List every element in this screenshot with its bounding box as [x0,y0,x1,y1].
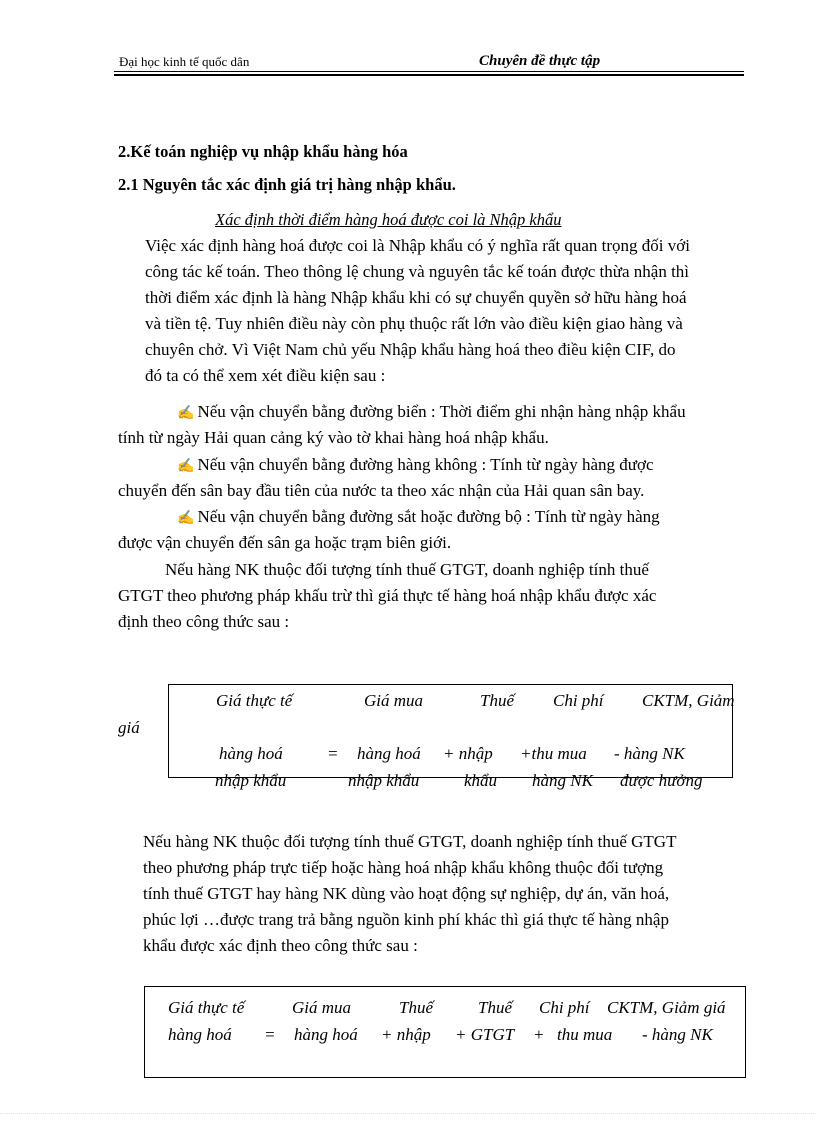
text-line: Nếu hàng NK thuộc đối tượng tính thuế GTGT, doanh nghiệp tính thuế GTGT [143,832,677,851]
formula-term: nhập khẩu [348,771,420,790]
text-line: đó ta có thể xem xét điều kiện sau : [145,366,386,385]
bullet-text: Nếu vận chuyển bằng đường hàng không : Tính từ ngày hàng được [197,455,654,474]
formula-term: hàng hoá [357,744,421,763]
page-bottom-edge [0,1113,816,1114]
text-line: khẩu được xác định theo công thức sau : [143,936,418,955]
formula-term: được hưởng [620,771,703,790]
topic-subtitle: Xác định thời điểm hàng hoá được coi là Nhập khẩu [215,210,562,229]
text-line: thời điểm xác định là hàng Nhập khẩu khi có sự chuyển quyền sở hữu hàng hoá [145,288,687,307]
bullet-item [177,455,654,475]
text-line: phúc lợi …được trang trả bằng nguồn kinh phí khác thì giá thực tế hàng nhập [143,910,669,929]
formula-term: giá [118,718,140,737]
pencil-icon: ✍ [177,459,195,474]
bullet-continuation: tính từ ngày Hải quan cảng ký vào tờ khai hàng hoá nhập khẩu. [118,428,549,447]
formula-term: + nhập [443,744,493,763]
formula-term: + GTGT [455,1025,515,1044]
bullet-item [177,402,686,422]
formula-term: hàng NK [532,771,593,790]
formula-term: CKTM, Giảm [642,691,735,710]
text-line: tính thuế GTGT hay hàng NK dùng vào hoạt động sự nghiệp, dự án, văn hoá, [143,884,670,903]
formula-term: Giá mua [364,691,424,710]
text-line: chuyên chở. Vì Việt Nam chủ yếu Nhập khẩu hàng hoá theo điều kiện CIF, do [145,340,676,359]
formula-term: - hàng NK [642,1025,713,1044]
formula-term: hàng hoá [219,744,283,763]
formula-operator: + [533,1025,545,1044]
formula-term: Giá mua [292,998,352,1017]
pencil-icon: ✍ [177,511,195,526]
text-line: công tác kế toán. Theo thông lệ chung và nguyên tắc kế toán được thừa nhận thì [145,262,690,281]
formula-term: Thuế [480,691,514,710]
formula-term: nhập khẩu [215,771,287,790]
formula-term: Chi phí [539,998,590,1017]
header-report-title: Chuyên đề thực tập [479,53,601,69]
formula-operator: = [264,1025,276,1044]
text-line: Việc xác định hàng hoá được coi là Nhập khẩu có ý nghĩa rất quan trọng đối với [145,236,690,255]
formula-term: CKTM, Giảm giá [607,998,726,1017]
formula-term: Thuế [478,998,512,1017]
bullet-item [177,507,660,527]
text-line: theo phương pháp trực tiếp hoặc hàng hoá nhập khẩu không thuộc đối tượng [143,858,664,877]
pencil-icon: ✍ [177,406,195,421]
formula-term: thu mua [557,1025,613,1044]
formula-term: +thu mua [520,744,587,763]
bullet-continuation: chuyển đến sân bay đầu tiên của nước ta theo xác nhận của Hải quan sân bay. [118,481,645,500]
formula-term: hàng hoá [168,1025,232,1044]
subsection-heading: 2.1 Nguyên tắc xác định giá trị hàng nhập khẩu. [118,175,456,194]
formula-term: Thuế [399,998,433,1017]
bullet-continuation: được vận chuyển đến sân ga hoặc trạm biên giới. [118,533,452,552]
header-school: Đại học kinh tế quốc dân [119,54,250,69]
section-heading: 2.Kế toán nghiệp vụ nhập khẩu hàng hóa [118,142,408,161]
header-rule-thick [114,74,744,76]
bullet-text: Nếu vận chuyển bằng đường biển : Thời điểm ghi nhận hàng nhập khẩu [197,402,686,421]
text-line: và tiền tệ. Tuy nhiên điều này còn phụ thuộc rất lớn vào điều kiện giao hàng và [145,314,683,333]
header-rule-thin [114,71,744,72]
formula-term: hàng hoá [294,1025,358,1044]
formula-term: - hàng NK [614,744,685,763]
bullet-text: Nếu vận chuyển bằng đường sắt hoặc đường bộ : Tính từ ngày hàng [197,507,660,526]
formula-operator: = [327,744,339,763]
formula-term: Giá thực tế [216,691,293,710]
formula-term: khẩu [464,771,498,790]
formula-term: + nhập [381,1025,431,1044]
text-line: định theo công thức sau : [118,612,290,631]
formula-term: Chi phí [553,691,604,710]
text-line: GTGT theo phương pháp khấu trừ thì giá thực tế hàng hoá nhập khẩu được xác [118,586,657,605]
text-line: Nếu hàng NK thuộc đối tượng tính thuế GTGT, doanh nghiệp tính thuế [165,560,649,579]
formula-term: Giá thực tế [168,998,245,1017]
